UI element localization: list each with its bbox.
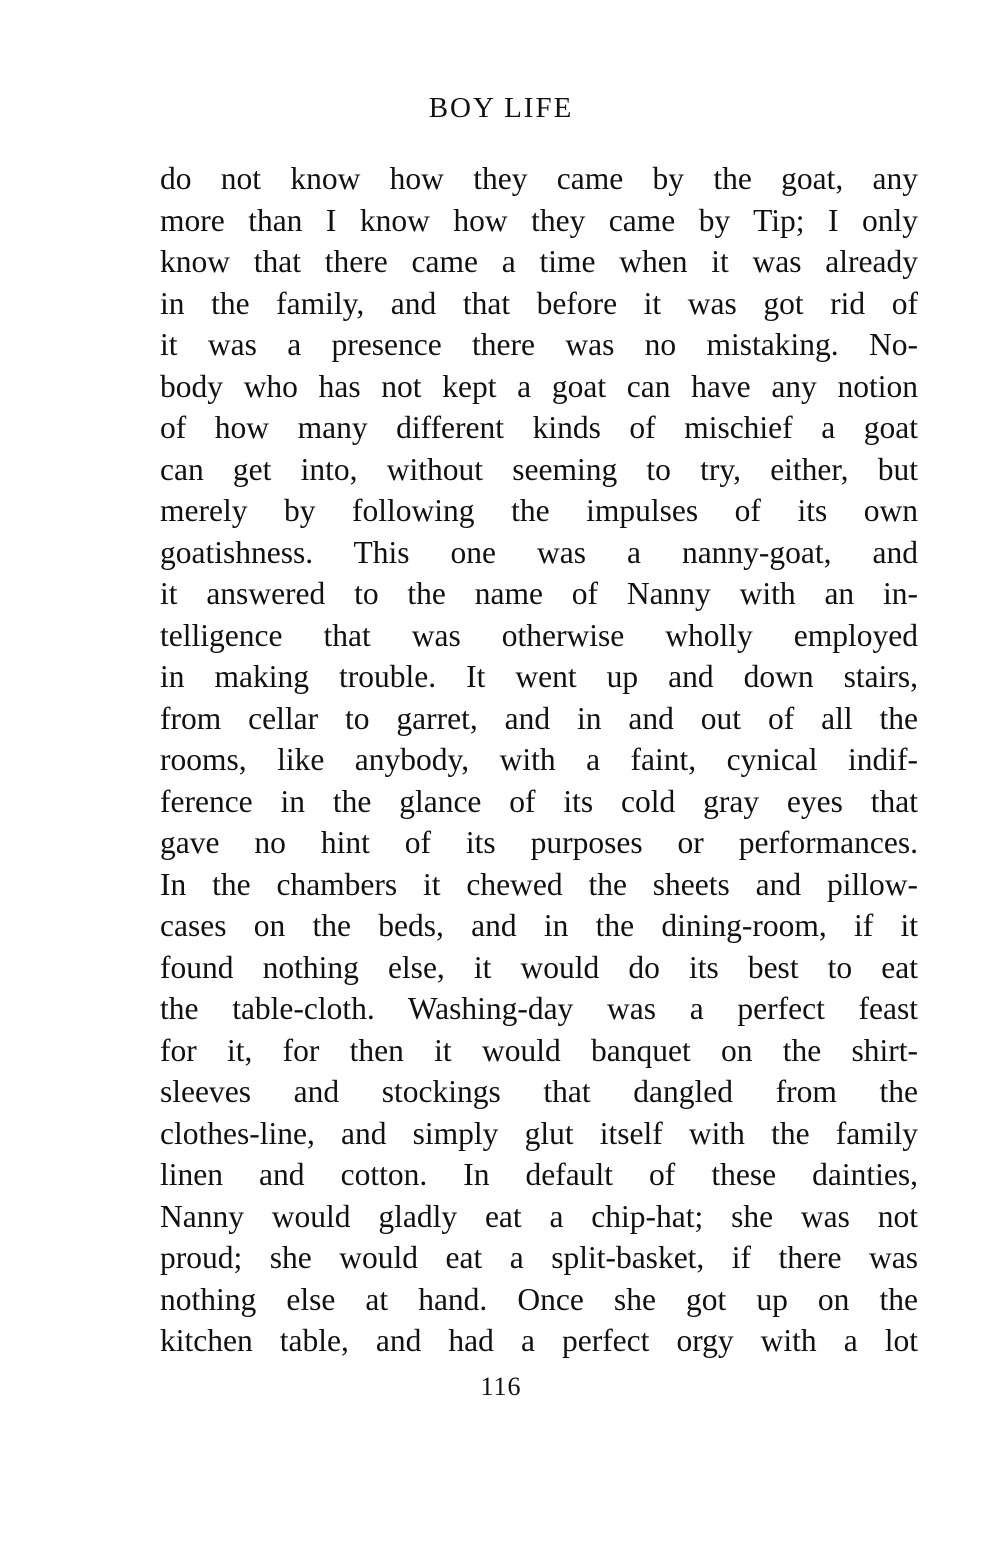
text-line: for it, for then it would banquet on the shirt- — [160, 1032, 918, 1068]
text-line: cases on the beds, and in the dining-room, if it — [160, 908, 918, 943]
text-line: linen and cotton. In default of these dainties, — [160, 1157, 918, 1192]
text-line: Nanny would gladly eat a chip-hat; she was not — [160, 1198, 918, 1234]
body-text — [160, 158, 918, 1362]
text-line: in making trouble. It went up and down stairs, — [160, 659, 918, 694]
text-line: it answered to the name of Nanny with an in- — [160, 576, 918, 611]
text-line: rooms, like anybody, with a faint, cynical indif- — [160, 742, 918, 777]
text-line: of how many different kinds of mischief a goat — [160, 410, 918, 445]
text-line: body who has not kept a goat can have any notion — [160, 368, 918, 404]
text-line: goatishness. This one was a nanny-goat, and — [160, 534, 918, 570]
text-line: it was a presence there was no mistaking. No- — [160, 327, 918, 362]
text-line: the table-cloth. Washing-day was a perfect feast — [160, 991, 918, 1026]
text-line: nothing else at hand. Once she got up on the — [160, 1281, 918, 1317]
text-line: proud; she would eat a split-basket, if there was — [160, 1240, 918, 1275]
text-line: merely by following the impulses of its own — [160, 493, 918, 528]
text-line: clothes-line, and simply glut itself with the family — [160, 1115, 918, 1151]
text-line: know that there came a time when it was already — [160, 244, 918, 279]
text-line: sleeves and stockings that dangled from the — [160, 1074, 918, 1109]
text-line: kitchen table, and had a perfect orgy with a lot — [160, 1323, 918, 1358]
text-line: found nothing else, it would do its best to eat — [160, 949, 918, 985]
text-line: do not know how they came by the goat, any — [160, 161, 918, 196]
page-number: 116 — [480, 1372, 522, 1401]
text-line: In the chambers it chewed the sheets and pillow- — [160, 866, 918, 902]
running-head: BOY LIFE — [428, 92, 574, 124]
text-line: gave no hint of its purposes or performances. — [160, 825, 918, 860]
text-line: ference in the glance of its cold gray eyes that — [160, 783, 918, 819]
text-line: more than I know how they came by Tip; I only — [160, 202, 918, 238]
text-line: in the family, and that before it was got rid of — [160, 285, 918, 321]
text-line: can get into, without seeming to try, either, but — [160, 451, 918, 487]
text-line: telligence that was otherwise wholly employed — [160, 617, 918, 653]
text-line: from cellar to garret, and in and out of all the — [160, 700, 918, 736]
